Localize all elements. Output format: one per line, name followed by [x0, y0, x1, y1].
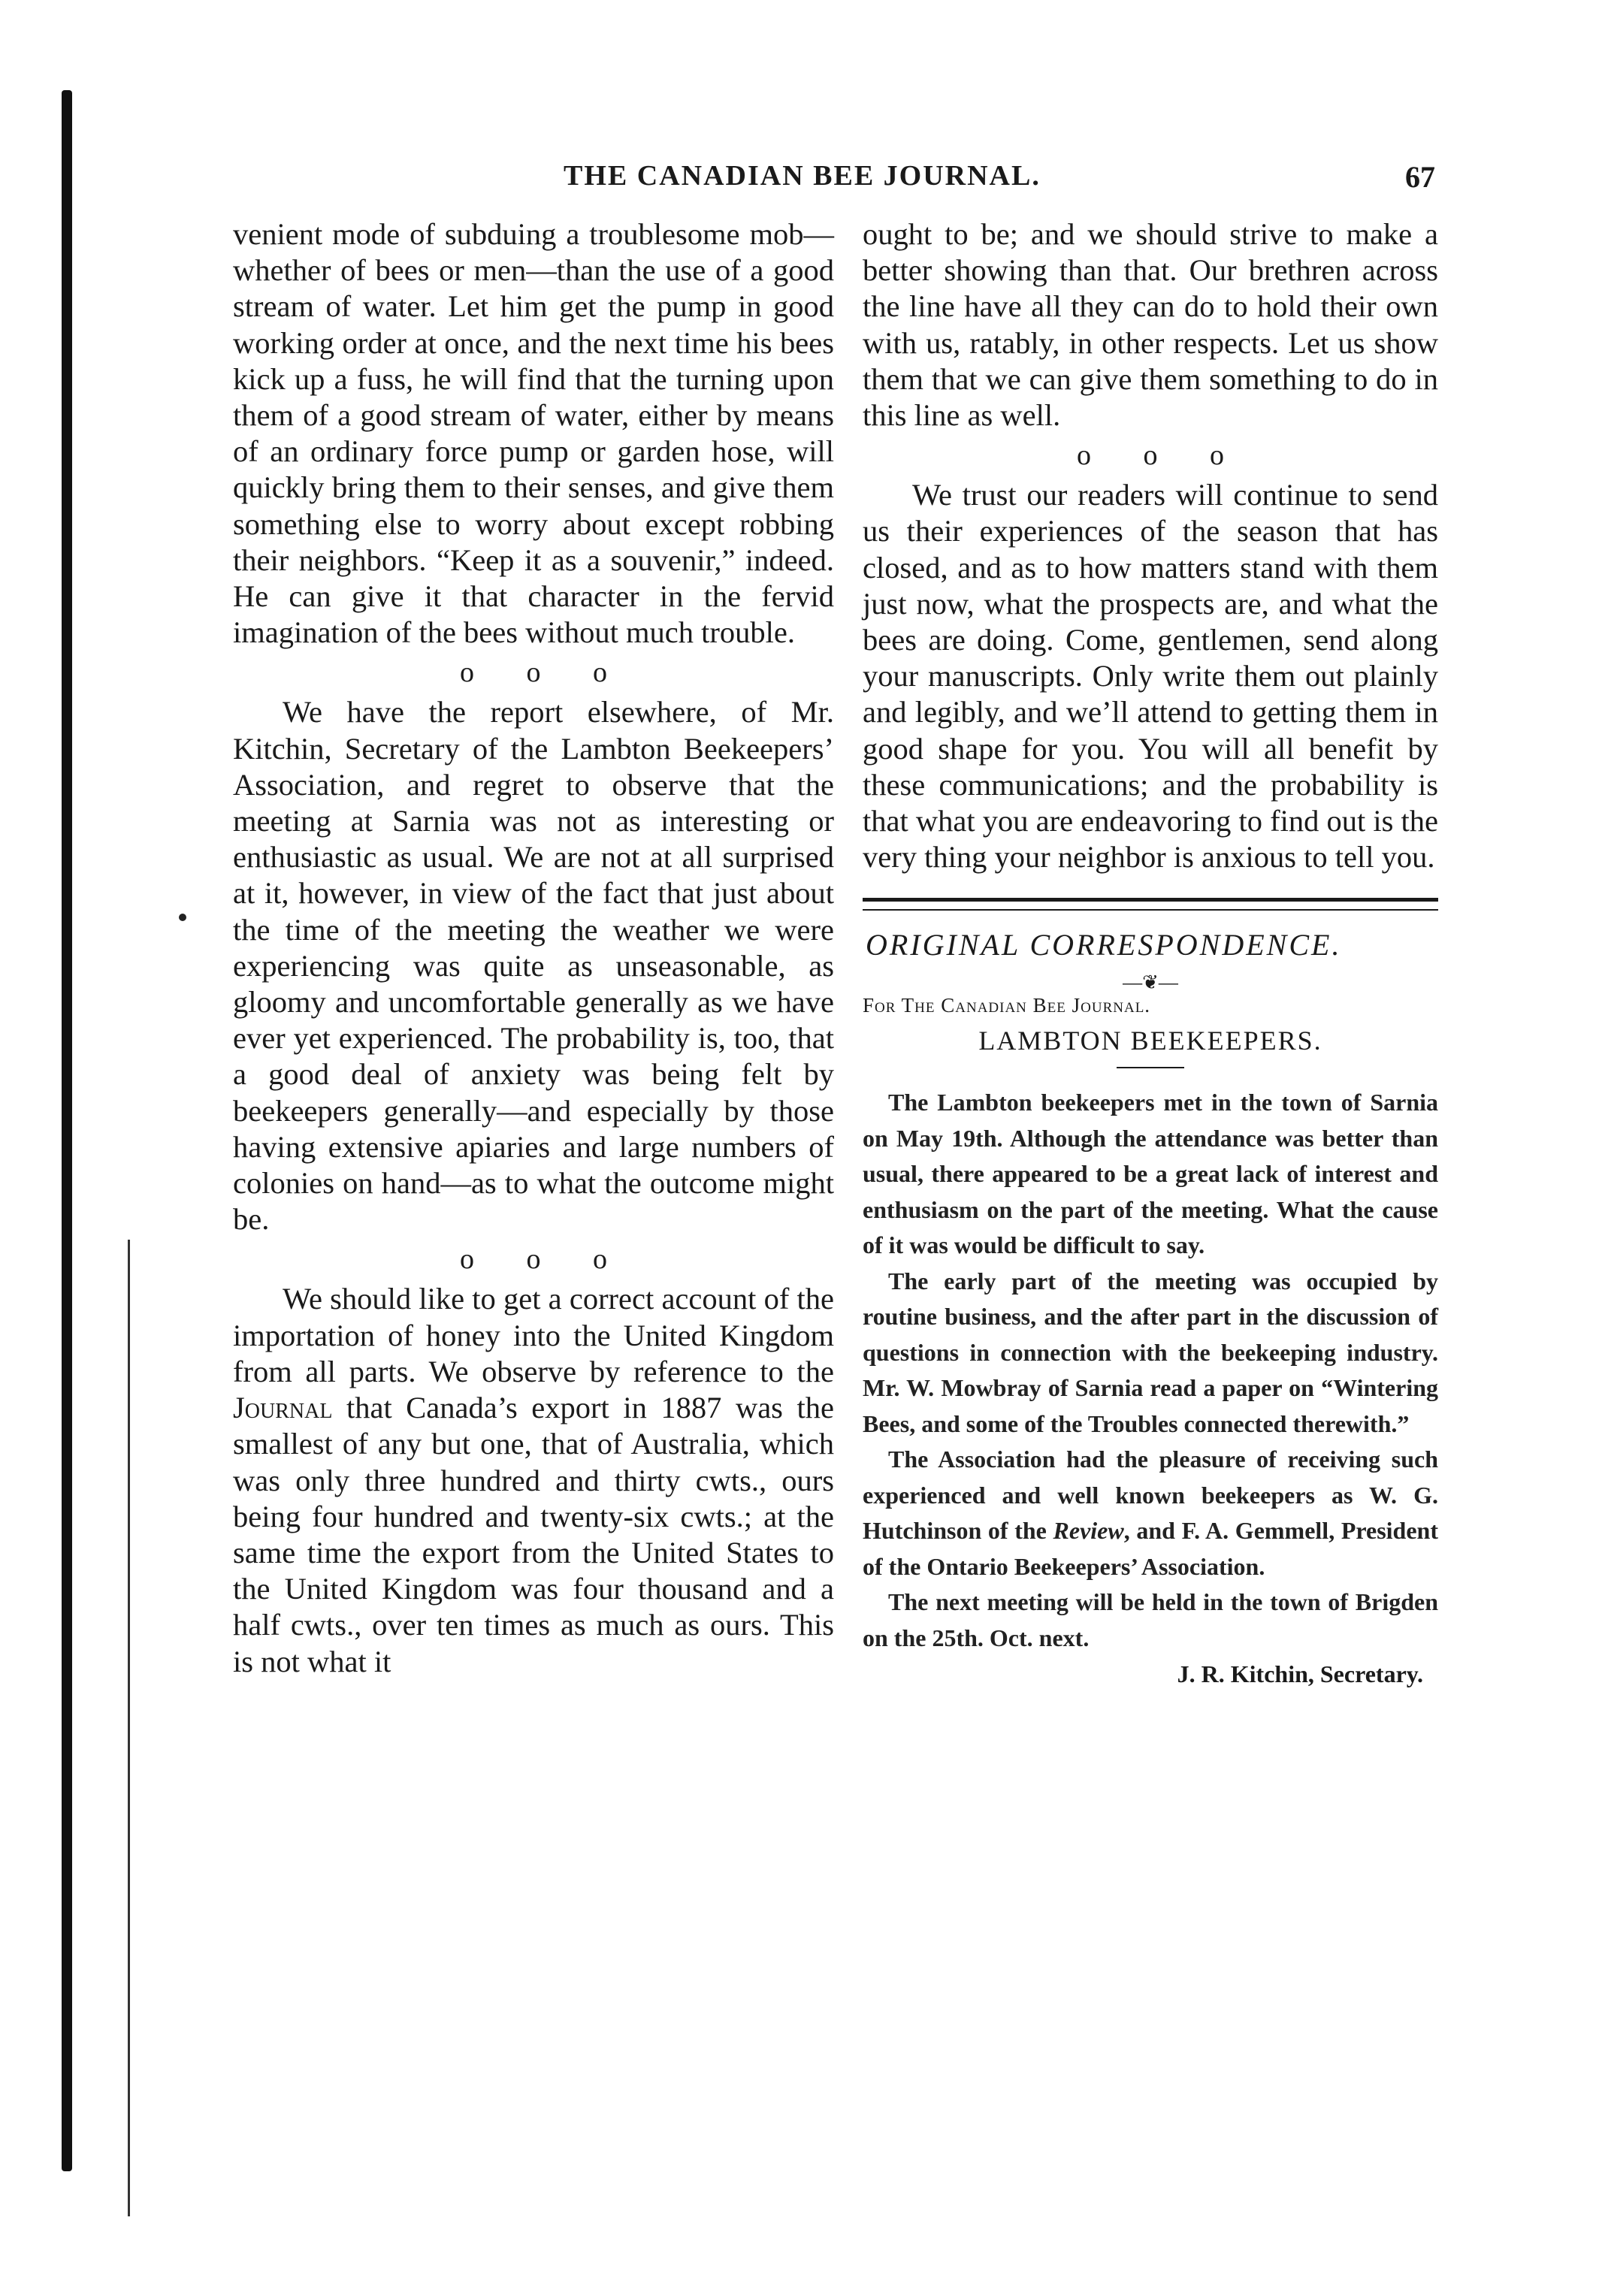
- running-head: [233, 159, 1435, 204]
- paragraph-readers-request: We trust our readers will continue to send us their experiences of the season that has closed, and as to how matters stand with them just now, what the prospects are, and what the bees are doing. Come, gentlemen, send along your manuscripts. Only write them out plainly and legibly, and we’ll attend to getting them in good shape for you. You will all benefit by these communications; and the probability is that what you are endeavoring to find out is the very thing your neighbor is anxious to tell you.: [863, 478, 1438, 875]
- letter-paragraph-3-text-a: The Association had the pleasure of receiving such experienced and well known beekeepers as W. G. Hutchinson of the: [863, 1446, 1438, 1545]
- page-number: 67: [1405, 160, 1435, 194]
- binding-edge-shadow: [62, 90, 72, 2171]
- letter-paragraph-4: The next meeting will be held in the town of Brigden on the 25th. Oct. next.: [863, 1588, 1438, 1651]
- letter-paragraph-1: The Lambton beekeepers met in the town of Sarnia on May 19th. Although the attendance was better than usual, there appeared to be a great lack of interest and enthusiasm on the part of the meeting. What the cause of it was would be difficult to say.: [863, 1089, 1438, 1259]
- paragraph-honey-import-text-b: that Canada’s export in 1887 was the smallest of any but one, that of Australia, which was only three hundred and thirty cwts., ours being four hundred and twenty-six cwts.; at the same time the export from the United States to the United Kingdom was four thousand and a half cwts., over ten times as much as ours. This is not what it: [233, 1391, 834, 1678]
- letter-paragraph-3: [863, 1442, 1438, 1585]
- signature: J. R. Kitchin, Secretary.: [1177, 1660, 1423, 1688]
- letter-paragraph-3-text-b: , and F. A. Gemmell, President of the Ontario Beekeepers’ Association.: [863, 1517, 1439, 1580]
- section-separator: o o o: [460, 1243, 630, 1276]
- article-title: LAMBTON BEEKEEPERS.: [978, 1026, 1322, 1056]
- letter-paragraph-2: The early part of the meeting was occupied by routine business, and the after part in the discussion of questions in connection with the beekeeping industry. Mr. W. Mowbray of Sarnia read a paper on “Wintering Bees, and some of the Troubles connected therewith.”: [863, 1267, 1438, 1437]
- for-line: For The Canadian Bee Journal.: [863, 994, 1151, 1017]
- binding-edge-line: [128, 1240, 130, 2216]
- section-separator: o o o: [460, 657, 630, 689]
- journal-reference: Journal: [233, 1391, 333, 1425]
- journal-title: THE CANADIAN BEE JOURNAL.: [564, 160, 1041, 192]
- section-heading: ORIGINAL CORRESPONDENCE.: [866, 928, 1342, 962]
- double-rule: [863, 898, 1438, 911]
- review-reference: Review: [1053, 1517, 1124, 1545]
- short-rule: [1117, 1067, 1184, 1068]
- paragraph-continuation-right: ought to be; and we should strive to make a better showing than that. Our brethren across the line have all they can do to hold their own with us, ratably, in other respects. Let us show them that we can give them something to do in this line as well.: [863, 217, 1438, 433]
- ornament-divider: —❦—: [1123, 971, 1178, 994]
- paragraph-continuation: venient mode of subduing a troublesome mob—whether of bees or men—than the use of a good stream of water. Let him get the pump in good working order at once, and the next time his bees kick up a fuss, he will find that the turning upon them of a good stream of water, either by means of an ordinary force pump or garden hose, will quickly bring them to their senses, and give them something else to worry about except robbing their neighbors. “Keep it as a souvenir,” indeed. He can give it that character in the fervid imagination of the bees without much trouble.: [233, 217, 834, 650]
- paragraph-honey-import: [233, 1281, 834, 1679]
- section-separator: o o o: [1077, 440, 1247, 472]
- ink-speck: [179, 914, 186, 921]
- paragraph-honey-import-text-a: We should like to get a correct account of the importation of honey into the United Kingdom from all parts. We observe by reference to the: [233, 1282, 834, 1388]
- left-column: [233, 216, 834, 1680]
- paragraph-kitchin-report: We have the report elsewhere, of Mr. Kitchin, Secretary of the Lambton Beekeepers’ Association, and regret to observe that the meeting at Sarnia was not as interesting or enthusiastic as usual. We are not at all surprised at it, however, in view of the fact that just about the time of the meeting the weather we were experiencing was quite as unseasonable, as gloomy and uncomfortable generally as we have ever yet experienced. The probability is, too, that a good deal of anxiety was being felt by beekeepers generally—and especially by those having extensive apiaries and large numbers of colonies on hand—as to what the outcome might be.: [233, 695, 834, 1237]
- right-column: [863, 216, 1438, 1692]
